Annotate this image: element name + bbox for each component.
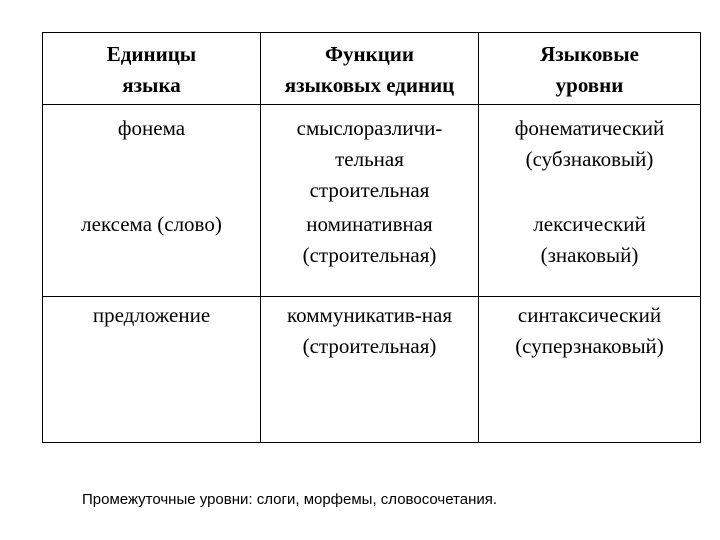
footnote: Промежуточные уровни: слоги, морфемы, словосочетания. xyxy=(82,491,498,508)
table-cell: лексический (знаковый) xyxy=(479,206,701,296)
table-cell: номинативная (строительная) xyxy=(261,206,479,296)
table-cell: смыслоразличи- тельная строительная xyxy=(261,105,479,207)
table-cell: лексема (слово) xyxy=(43,206,261,296)
table-row xyxy=(43,296,701,442)
table-row xyxy=(43,105,701,207)
table-cell: синтаксический (суперзнаковый) xyxy=(479,296,701,442)
table-cell: предложение xyxy=(43,296,261,442)
language-levels-table xyxy=(42,32,701,443)
table-header-row xyxy=(43,33,701,105)
table-cell: фонема xyxy=(43,105,261,207)
table-row xyxy=(43,206,701,296)
table-cell: коммуникатив-ная (строительная) xyxy=(261,296,479,442)
header-cell-functions: Функции языковых единиц xyxy=(261,33,479,105)
header-cell-units: Единицы языка xyxy=(43,33,261,105)
header-cell-levels: Языковые уровни xyxy=(479,33,701,105)
table-cell: фонематический (субзнаковый) xyxy=(479,105,701,207)
